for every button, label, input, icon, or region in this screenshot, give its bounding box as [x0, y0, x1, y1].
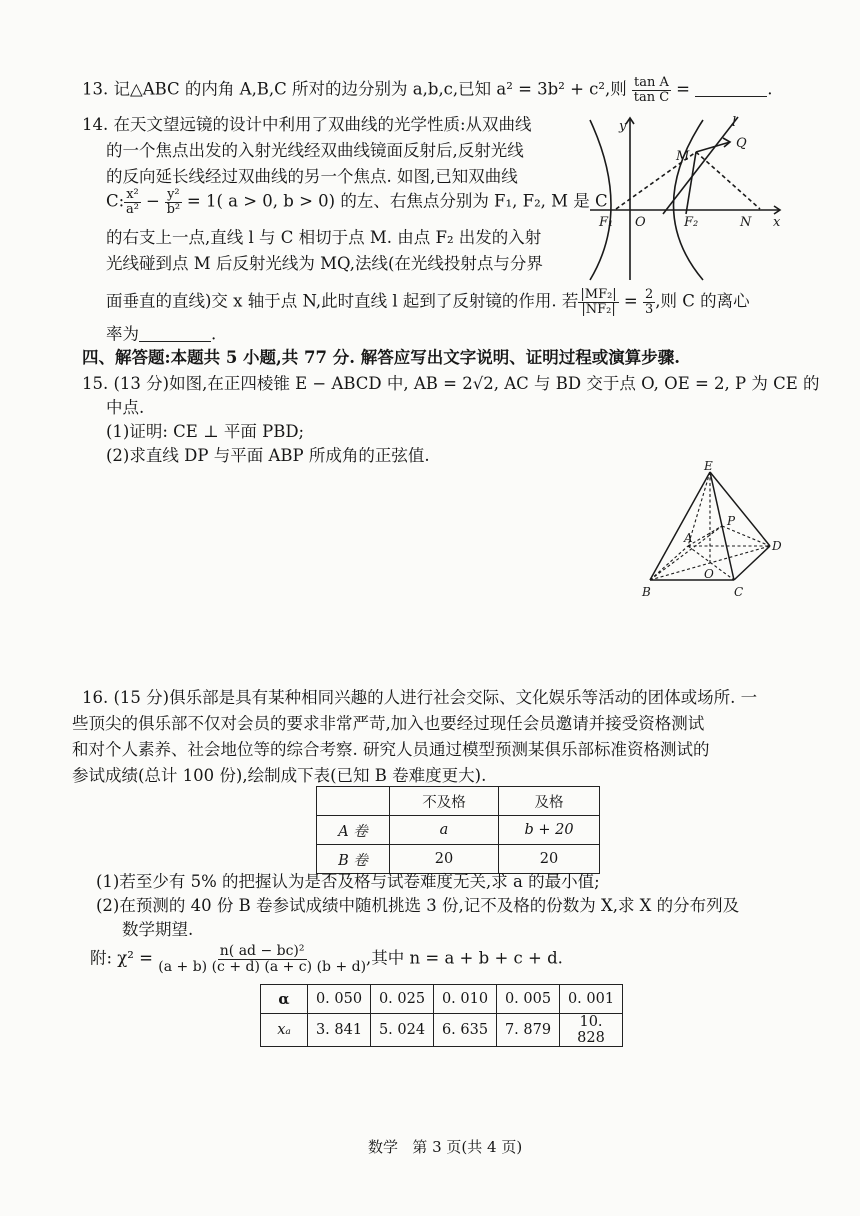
table-cell: b + 20: [499, 816, 600, 845]
table-cell: 3. 841: [308, 1014, 371, 1047]
hyperbola-figure: [588, 112, 788, 282]
edge-ab: [650, 546, 688, 580]
q13-number: 13.: [82, 79, 109, 99]
label-o: O: [635, 215, 646, 230]
table-header-row: [317, 787, 600, 816]
section-4-heading: 四、解答题:本题共 5 小题,共 77 分. 解答应写出文字说明、证明过程或演算步骤.: [82, 348, 680, 367]
q15-part-2: (2)求直线 DP 与平面 ABP 所成角的正弦值.: [106, 446, 430, 465]
chi-square-formula: 附: χ² = $\frac{\text{n( ad − bc)²}}{(a + b) (c + d) (a + c) (b + d)}$ ,其中 n = a + b + c + d.: [90, 943, 563, 975]
q16-part-2-line-2: 数学期望.: [122, 920, 194, 939]
table-cell: xₐ: [261, 1014, 308, 1047]
label-b: B: [642, 585, 651, 599]
segment-ap: [688, 526, 722, 546]
q14-line-8: 率为 .: [106, 324, 217, 344]
label-f1: F₁: [599, 215, 614, 230]
table-row: [317, 845, 600, 874]
q16-part-1: (1)若至少有 5% 的把握认为是否及格与试卷难度无关,求 a 的最小值;: [96, 872, 600, 891]
edge-eb: [650, 472, 710, 580]
hyperbola-left-branch: [590, 120, 614, 280]
critical-value-row: [261, 1014, 623, 1047]
table-cell: 0. 001: [560, 985, 623, 1014]
label-x: x: [773, 215, 781, 230]
label-e: E: [704, 460, 713, 473]
q13-equals: =: [676, 79, 690, 99]
q16-line-4: 参试成绩(总计 100 份),绘制成下表(已知 B 卷难度更大).: [72, 766, 487, 785]
table-cell: 0. 010: [434, 985, 497, 1014]
normal-line: [696, 152, 760, 209]
q14-line-4: C: $\frac{\text{x²}}{\text{a²}}$ − $\frac{\text{y²}}{\text{b²}}$ = 1( a > 0, b > 0) 的左、右焦点分别为 F₁, F₂, M 是 C: [106, 187, 608, 217]
q13: 13. 记△ABC 的内角 A,B,C 所对的边分别为 a,b,c,已知 a² = 3b² + c²,则 $\frac{\text{tan A}}{\text{tan C}}$ = .: [82, 75, 773, 105]
label-y: y: [619, 119, 627, 134]
chi-square-fraction: $\frac{\text{n( ad − bc)²}}{(a + b) (c + d) (a + c) (b + d)}$: [158, 943, 367, 975]
label-d: D: [772, 539, 782, 553]
chi-square-critical-table: [260, 984, 623, 1047]
q15-part-1: (1)证明: CE ⊥ 平面 PBD;: [106, 422, 305, 441]
table-cell: 20: [390, 845, 499, 874]
q16-line-3: 和对个人素养、社会地位等的综合考察. 研究人员通过模型预测某俱乐部标准资格测试的: [72, 740, 710, 759]
label-o-pyramid: O: [704, 567, 714, 581]
q14-line-7: 面垂直的直线)交 x 轴于点 N,此时直线 l 起到了反射镜的作用. 若 $\frac{\text{|MF₂|}}{\text{|NF₂|}}$ = $\frac{2}{3}$ ,则 C 的离心: [106, 287, 750, 317]
table-row: [317, 816, 600, 845]
q15-line-1: 15. (13 分)如图,在正四棱锥 E − ABCD 中, AB = 2√2, AC 与 BD 交于点 O, OE = 2, P 为 CE 的: [82, 374, 820, 393]
edge-ed: [710, 472, 770, 546]
q15-line-2: 中点.: [106, 398, 145, 417]
table-cell: B 卷: [317, 845, 390, 874]
q14-line-3: 的反向延长线经过双曲线的另一个焦点. 如图,已知双曲线: [106, 167, 518, 186]
q14-line-1: 14. 在天文望远镜的设计中利用了双曲线的光学性质:从双曲线: [82, 115, 532, 134]
q14-number: 14.: [82, 115, 109, 134]
table-cell: 20: [499, 845, 600, 874]
table-cell: 0. 050: [308, 985, 371, 1014]
q13-answer-blank: [695, 79, 767, 97]
table-header-cell: 及格: [499, 787, 600, 816]
label-f2: F₂: [684, 215, 699, 230]
q16-part-2-line-1: (2)在预测的 40 份 B 卷参试成绩中随机挑选 3 份,记不及格的份数为 X,求 X 的分布列及: [96, 896, 740, 915]
q13-fraction: $\frac{\text{tan A}}{\text{tan C}}$: [633, 75, 670, 105]
q16-line-1: 16. (15 分)俱乐部是具有某种相同兴趣的人进行社会交际、文化娱乐等活动的团体或场所. 一: [82, 688, 758, 707]
table-cell: a: [390, 816, 499, 845]
q14-line-2: 的一个焦点出发的入射光线经双曲线镜面反射后,反射光线: [106, 141, 524, 160]
alpha-row: [261, 985, 623, 1014]
q14-answer-blank: [139, 324, 211, 342]
table-header-cell: [317, 787, 390, 816]
q14-line-5: 的右支上一点,直线 l 与 C 相切于点 M. 由点 F₂ 出发的入射: [106, 228, 542, 247]
label-p: P: [727, 514, 736, 528]
q14-line-6: 光线碰到点 M 后反射光线为 MQ,法线(在光线投射点与分界: [106, 254, 543, 273]
label-a: A: [684, 531, 693, 545]
label-l: l: [732, 115, 737, 130]
page-footer: 数学 第 3 页(共 4 页): [368, 1138, 523, 1156]
table-cell: 10. 828: [560, 1014, 623, 1047]
table-cell: 0. 005: [497, 985, 560, 1014]
label-n: N: [740, 215, 752, 230]
tangent-line-l: [663, 117, 738, 214]
table-cell: 6. 635: [434, 1014, 497, 1047]
table-cell: 5. 024: [371, 1014, 434, 1047]
label-c: C: [734, 585, 744, 599]
q13-text: 记△ABC 的内角 A,B,C 所对的边分别为 a,b,c,已知 a² = 3b² + c²,则: [113, 79, 627, 99]
q16-line-2: 些顶尖的俱乐部不仅对会员的要求非常严苛,加入也要经过现任会员邀请并接受资格测试: [72, 714, 705, 733]
exam-results-table: [316, 786, 600, 874]
table-cell: 7. 879: [497, 1014, 560, 1047]
table-cell: 0. 025: [371, 985, 434, 1014]
table-cell: α: [261, 985, 308, 1014]
table-header-cell: 不及格: [390, 787, 499, 816]
pyramid-figure: [638, 460, 788, 600]
label-q: Q: [736, 136, 747, 151]
table-cell: A 卷: [317, 816, 390, 845]
label-m: M: [676, 149, 690, 164]
